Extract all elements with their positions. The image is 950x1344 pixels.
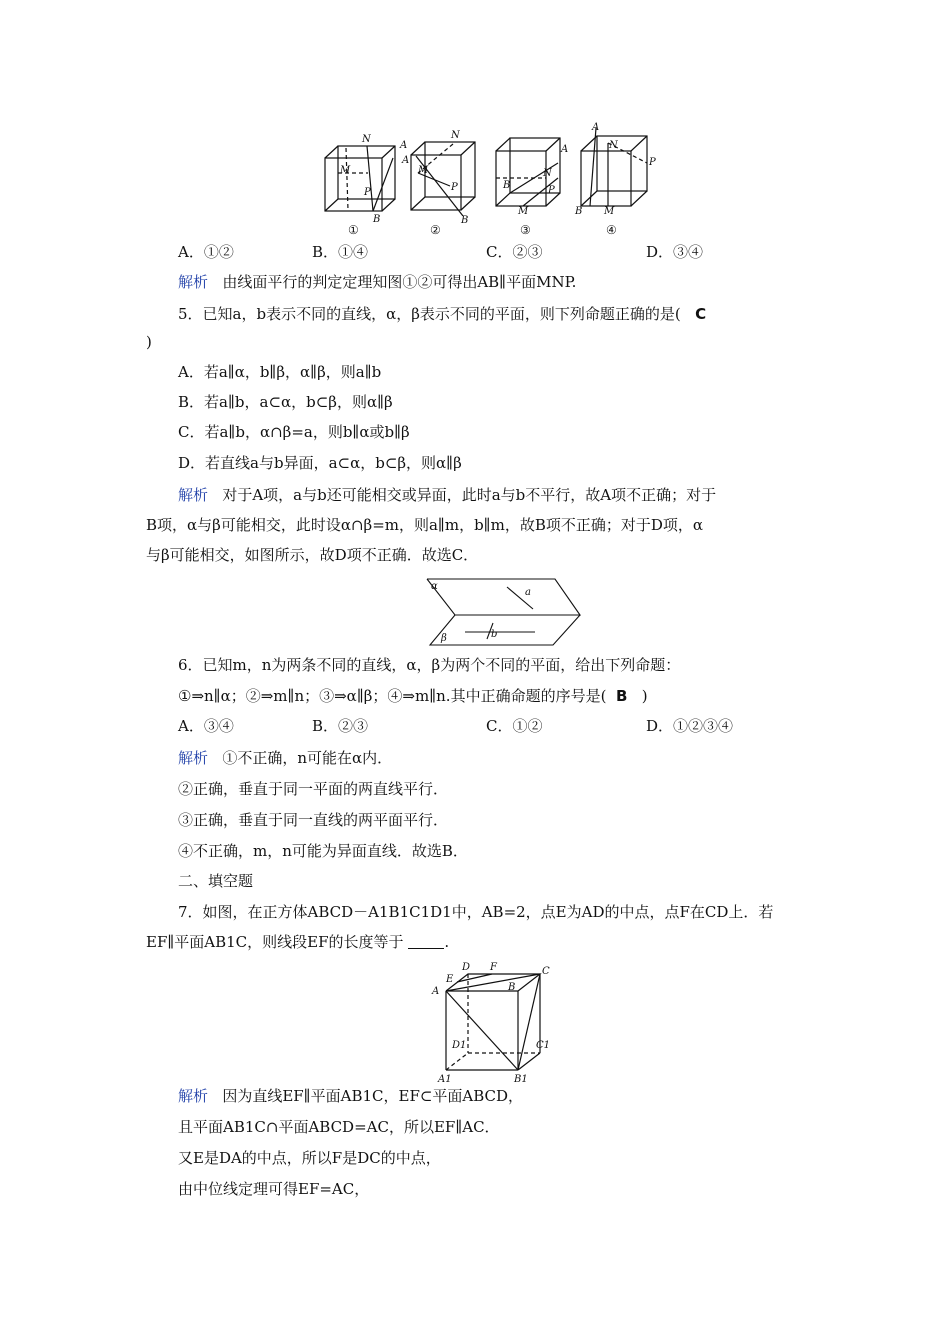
q7-explanation-line-4: 由中位线定理可得EF=AC， (178, 1180, 370, 1198)
svg-text:B: B (503, 180, 511, 191)
svg-text:A: A (402, 155, 410, 166)
q5-option-d: D．若直线a与b异面，a⊂α，b⊂β，则α∥β (178, 454, 462, 472)
q7-explanation-line-1 (178, 1086, 523, 1106)
q6-explanation-line-1 (178, 748, 392, 768)
svg-text:B: B (373, 214, 381, 225)
answer-blank[interactable] (408, 934, 444, 949)
q5-explanation-line-3: 与β可能相交，如图所示，故D项不正确．故选C． (146, 546, 479, 564)
svg-text:M: M (340, 165, 351, 176)
q6-option-d: D．①②③④ (646, 717, 734, 735)
q5-stem-close: ) (146, 333, 152, 351)
figure-label-3: ③ (520, 223, 531, 237)
line-b-label: b (491, 629, 498, 640)
svg-text:A: A (592, 122, 600, 133)
explain-tag: 解析 (178, 749, 209, 767)
q6-stem-text: ①⇒n∥α；②⇒m∥n；③⇒α∥β；④⇒m∥n.其中正确命题的序号是( (178, 687, 607, 705)
figure-label-2: ② (430, 223, 441, 237)
q5-option-c: C．若a∥b，α∩β=a，则b∥α或b∥β (178, 423, 410, 441)
q6-explanation-line-2: ②正确，垂直于同一平面的两直线平行． (178, 780, 449, 798)
svg-text:N: N (609, 140, 618, 151)
q7-stem: 7．如图，在正方体ABCD－A1B1C1D1中，AB=2，点E为AD的中点，点F在CD上．若 (178, 903, 774, 921)
point-e: E (446, 974, 454, 985)
figure-label-4: ④ (606, 223, 617, 237)
explain-tag: 解析 (178, 1087, 209, 1105)
q5-explain-text-1: 对于A项，a与b还可能相交或异面，此时a与b不平行，故A项不正确；对于 (222, 486, 717, 504)
svg-text:N: N (543, 168, 552, 179)
svg-text:B: B (461, 215, 469, 226)
q6-option-c: C．①② (486, 717, 543, 735)
q6-stem-line2 (178, 686, 648, 706)
point-c1: C1 (536, 1040, 551, 1051)
svg-text:P: P (649, 157, 656, 168)
q6-stem: 6．已知m，n为两条不同的直线，α，β为两个不同的平面，给出下列命题： (178, 656, 681, 674)
planes-figure (425, 575, 585, 650)
q7-explanation-line-2: 且平面AB1C∩平面ABCD=AC，所以EF∥AC． (178, 1118, 500, 1136)
q6-option-b: B．②③ (312, 717, 369, 735)
q7-explanation-line-3: 又E是DA的中点，所以F是DC的中点， (178, 1149, 441, 1167)
svg-text:M: M (418, 165, 429, 176)
q4-option-c: C．②③ (486, 243, 543, 261)
svg-text:P: P (364, 187, 371, 198)
figure-label-1: ① (348, 223, 359, 237)
q6-explanation-line-4: ④不正确，m，n可能为异面直线．故选B． (178, 842, 468, 860)
q4-explanation (178, 272, 576, 292)
point-a: A (432, 986, 440, 997)
svg-text:M: M (518, 206, 529, 217)
q5-stem (178, 304, 706, 324)
line-a-label: a (525, 587, 531, 598)
q4-option-a: A．①② (178, 243, 234, 261)
point-d: D (462, 962, 471, 973)
point-b: B (508, 982, 516, 993)
q5-answer: C (695, 305, 707, 323)
svg-text:N: N (362, 134, 371, 145)
q5-option-b: B．若a∥b，a⊂α，b⊂β，则α∥β (178, 393, 393, 411)
point-d1: D1 (452, 1040, 467, 1051)
svg-text:P: P (548, 185, 555, 196)
explain-tag: 解析 (178, 273, 209, 291)
svg-text:B: B (575, 206, 583, 217)
q5-explanation-line-2: B项，α与β可能相交，此时设α∩β=m，则a∥m，b∥m，故B项不正确；对于D项，α (146, 516, 704, 534)
svg-text:M: M (604, 206, 615, 217)
svg-text:N: N (451, 130, 460, 141)
q7-stem-end: . (444, 933, 450, 951)
q6-option-a: A．③④ (178, 717, 234, 735)
cubes-figure (318, 118, 663, 238)
q6-answer: B (615, 687, 628, 705)
q7-explain-text-1: 因为直线EF∥平面AB1C，EF⊂平面ABCD， (222, 1087, 524, 1105)
plane-beta-label: β (441, 633, 447, 644)
q5-option-a: A．若a∥α，b∥β，α∥β，则a∥b (178, 363, 382, 381)
cube7-figure (428, 960, 558, 1082)
explain-tag: 解析 (178, 486, 209, 504)
q4-explain-text: 由线面平行的判定定理知图①②可得出AB∥平面MNP. (222, 273, 577, 291)
q6-explanation-line-3: ③正确，垂直于同一直线的两平面平行． (178, 811, 449, 829)
q4-option-b: B．①④ (312, 243, 369, 261)
q6-explain-text-1: ①不正确，n可能在α内． (222, 749, 393, 767)
q5-explanation-line-1 (178, 485, 716, 505)
point-f: F (490, 962, 497, 973)
q4-option-d: D．③④ (646, 243, 704, 261)
q7-stem-text: EF∥平面AB1C，则线段EF的长度等于 (146, 933, 404, 951)
svg-text:A: A (561, 144, 569, 155)
q7-stem-line2 (146, 932, 449, 952)
section-heading: 二、填空题 (178, 872, 254, 890)
svg-text:P: P (451, 182, 458, 193)
point-a1: A1 (438, 1074, 452, 1082)
q5-stem-text: 5．已知a，b表示不同的直线，α，β表示不同的平面，则下列命题正确的是( (178, 305, 681, 323)
point-b1: B1 (514, 1074, 528, 1082)
point-c: C (542, 966, 550, 977)
plane-alpha-label: α (431, 581, 438, 592)
svg-text:A: A (400, 140, 408, 151)
q6-stem-close: ) (641, 687, 648, 705)
